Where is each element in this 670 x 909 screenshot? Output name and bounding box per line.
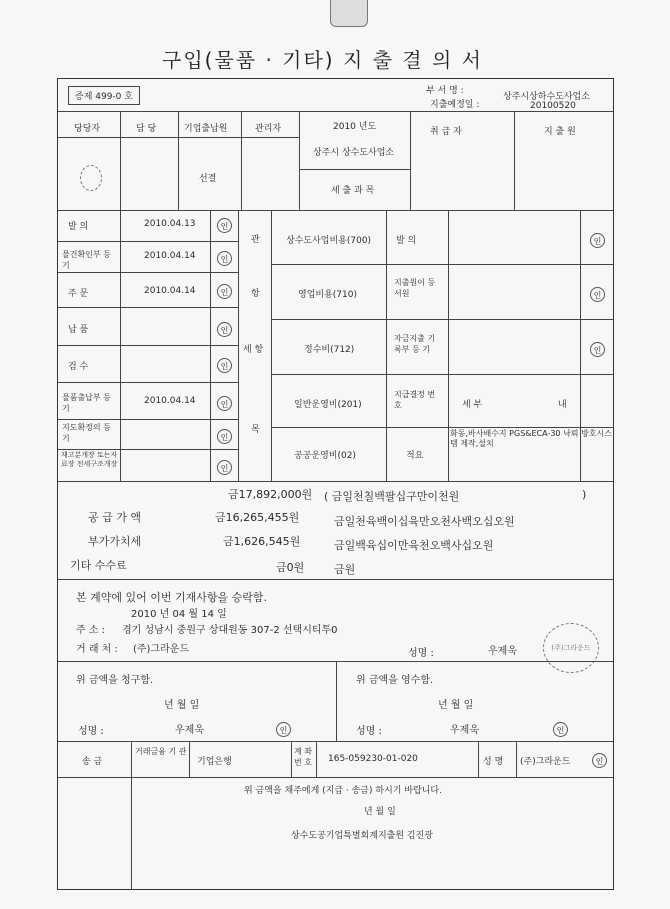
date-value-2: 2010.04.14 — [144, 251, 196, 261]
bank-label: 거래금융 기 관 — [135, 747, 187, 756]
receipt-title: 위 금액을 영수함. — [356, 675, 434, 686]
fee-words: 금원 — [334, 563, 356, 576]
footer-date: 년 월 일 — [364, 807, 396, 817]
seal-icon: 인 — [217, 396, 232, 411]
date-label-7: 지도확정의 등 기 — [62, 423, 111, 443]
footer-request: 위 금액을 채주에게 (지급 · 송금) 하시기 바랍니다. — [244, 786, 442, 796]
fiscal-year: 2010 년도 — [333, 122, 377, 132]
bank-name: 기업은행 — [197, 757, 232, 767]
seal-icon: 인 — [590, 233, 605, 248]
budget-right-label-1: 발 의 — [396, 236, 417, 246]
page-title: 구입(물품 · 기타) 지 출 결 의 서 — [162, 48, 483, 72]
receipt-date: 년 월 일 — [438, 700, 474, 711]
seal-icon: 인 — [217, 284, 232, 299]
fee-label: 기타 수수료 — [70, 559, 127, 572]
date-label-2: 물건확인부 등 기 — [62, 250, 111, 270]
budget-item-4: 일반운영비(201) — [294, 400, 362, 410]
account-label: 계 좌 번 호 — [294, 747, 312, 767]
contract-sign-label: 성명 : — [408, 648, 434, 659]
date-label-1: 발 의 — [68, 222, 89, 232]
contract-sign-name: 우제욱 — [488, 646, 517, 657]
seal-icon: 인 — [553, 722, 568, 737]
seal-icon: 인 — [217, 429, 232, 444]
date-value-3: 2010.04.14 — [144, 286, 196, 296]
contract-date: 2010 년 04 월 14 일 — [131, 609, 227, 620]
seal-icon: 인 — [590, 342, 605, 357]
supply-value: 금16,265,455원 — [215, 511, 300, 524]
detail-sub: 내 — [558, 400, 567, 410]
vendor-value: (주)그라운드 — [133, 644, 190, 655]
seal-icon: 인 — [217, 358, 232, 373]
seal-icon: 인 — [276, 722, 291, 737]
date-label: 지출예정일 : — [430, 100, 480, 110]
total-words-close: ) — [582, 488, 587, 501]
date-value-1: 2010.04.13 — [144, 219, 196, 229]
budget-side-label-3: 세 항 — [243, 345, 264, 355]
budget-item-5: 공공운영비(02) — [294, 451, 356, 461]
approval-header-2: 담 당 — [136, 124, 157, 134]
budget-right-label-4: 지급결정 번호 — [394, 390, 436, 410]
seal-icon: 인 — [590, 287, 605, 302]
date-label-8: 재고분개장 토는자료장 전세구조개장 — [61, 451, 118, 468]
vat-words: 금일백육십이만육천오백사십오원 — [334, 539, 494, 552]
expenditure-form — [57, 78, 614, 890]
address-value: 경기 성남시 중원구 상대원동 307-2 선택시티투0 — [122, 625, 338, 636]
date-value: 20100520 — [530, 101, 576, 111]
approval-header-1: 당당자 — [74, 124, 101, 134]
contract-statement: 본 계약에 있어 이번 기재사항을 승락함. — [76, 591, 267, 604]
account-number: 165-059230-01-020 — [328, 754, 418, 764]
recipient-header: 취 급 자 — [430, 127, 462, 137]
issuer-header: 지 출 원 — [544, 127, 576, 137]
approval-stamp-mark: 선결 — [199, 174, 217, 184]
org-name: 상주시 상수도사업소 — [313, 148, 395, 158]
seal-icon: 인 — [217, 322, 232, 337]
vat-value: 금1,626,545원 — [223, 535, 301, 548]
budget-item-2: 영업비용(710) — [298, 290, 357, 300]
claim-title: 위 금액을 청구함. — [76, 675, 154, 686]
date-label-3: 주 문 — [68, 289, 89, 299]
footer-signer: 상수도공기업특별회계지출원 김진광 — [291, 831, 433, 841]
payment-label: 송 금 — [82, 757, 103, 767]
company-seal-stamp: (주)그라운드 — [543, 623, 599, 673]
budget-side-label-1: 관 — [251, 235, 260, 245]
vendor-label: 거 래 처 : — [76, 644, 118, 655]
seal-icon: 인 — [217, 251, 232, 266]
doc-number: 증제 499-0 호 — [68, 86, 140, 105]
dept-value: 상주시상하수도사업소 — [503, 92, 590, 102]
seal-icon: 인 — [592, 753, 607, 768]
budget-item-1: 상수도사업비용(700) — [286, 236, 372, 246]
holder-label: 성 명 — [483, 757, 504, 767]
budget-right-label-5: 적요 — [406, 451, 424, 461]
budget-right-label-2: 지출원이 등서원 — [394, 278, 436, 298]
receipt-name-label: 성명 : — [356, 726, 382, 737]
address-label: 주 소 : — [76, 625, 106, 636]
date-label-5: 검 수 — [68, 362, 89, 372]
supply-label: 공 급 가 액 — [88, 511, 141, 524]
claim-name: 우제욱 — [175, 725, 204, 736]
claim-date: 년 월 일 — [164, 700, 200, 711]
date-label-6: 물품출납부 등 기 — [62, 393, 111, 413]
remark: 화동,바사배수지 PGS&ECA-30 낙뢰 방호시스템 제작,설치 — [450, 429, 612, 448]
approval-header-3: 기업출납원 — [184, 124, 228, 134]
budget-side-label-4: 목 — [251, 425, 260, 435]
fee-value: 금0원 — [276, 561, 305, 574]
date-value-6: 2010.04.14 — [144, 396, 196, 406]
total-amount: 금17,892,000원 — [228, 488, 313, 501]
claim-name-label: 성명 : — [78, 726, 104, 737]
detail-head: 세 부 — [462, 400, 483, 410]
receipt-name: 우제욱 — [450, 725, 479, 736]
holder-name: (주)그라운드 — [520, 757, 571, 767]
total-words: ( 금일천칠백팔십구만이천원 — [324, 490, 460, 503]
supply-words: 금일천육백이십육만오천사백오십오원 — [334, 515, 515, 528]
approval-stamp — [80, 165, 102, 191]
seal-icon: 인 — [217, 460, 232, 475]
budget-right-label-3: 자금지출 기록부 등 기 — [394, 334, 436, 354]
budget-side-label-2: 항 — [251, 289, 260, 299]
vat-label: 부가가치세 — [88, 535, 142, 548]
dept-label: 부 서 명 : — [426, 86, 464, 96]
budget-item-3: 정수비(712) — [304, 345, 355, 355]
binder-clip — [330, 0, 368, 27]
seal-icon: 인 — [217, 218, 232, 233]
tax-category: 세 출 과 목 — [331, 186, 375, 196]
date-label-4: 납 품 — [68, 325, 89, 335]
approval-header-4: 관리자 — [255, 124, 282, 134]
